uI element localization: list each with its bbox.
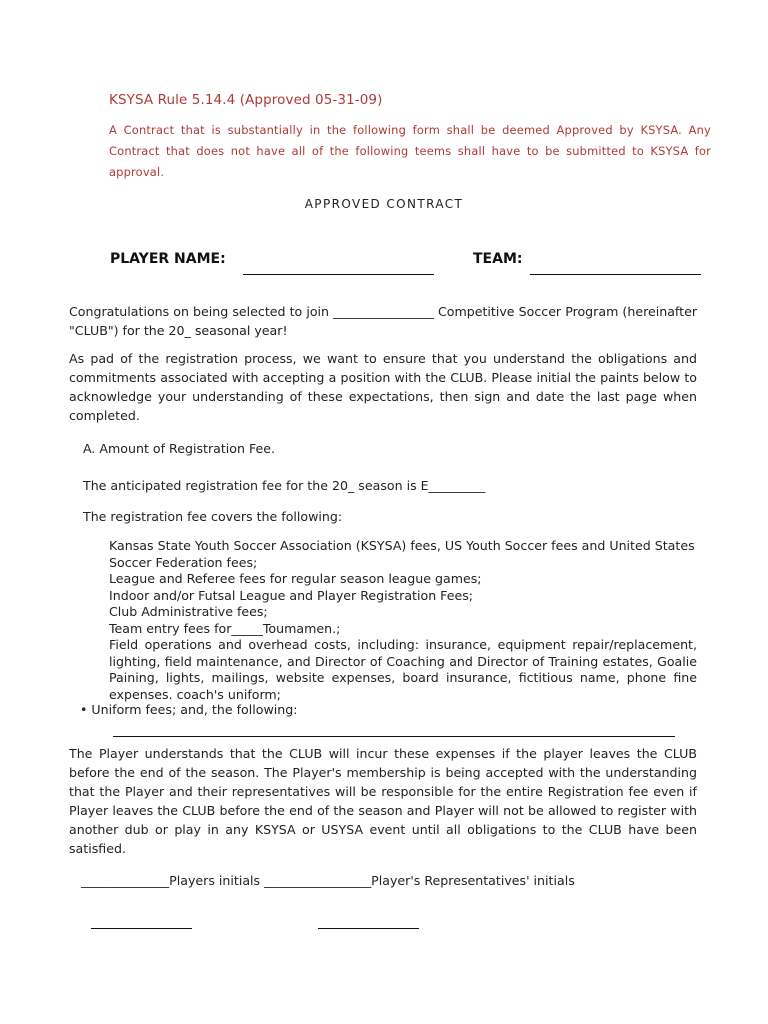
list-item: Kansas State Youth Soccer Association (KSYSA) fees, US Youth Soccer fees and United States Soccer Federation fees;: [109, 538, 695, 570]
rule-title: KSYSA Rule 5.14.4 (Approved 05-31-09): [109, 92, 383, 108]
player-name-field-line: [243, 274, 434, 275]
intro-paragraph: A Contract that is substantially in the following form shall be deemed Approved by KSYSA. Any Contract that does not have all of the following teems shall have to be submitted to KSYSA for approval.: [109, 123, 711, 179]
list-item: Club Administrative fees;: [109, 604, 268, 619]
player-name-label: PLAYER NAME:: [110, 251, 226, 267]
section-a-heading: A. Amount of Registration Fee.: [83, 441, 276, 456]
list-item: Indoor and/or Futsal League and Player Registration Fees;: [109, 587, 474, 603]
contract-title: APPROVED CONTRACT: [304, 197, 464, 211]
anticipated-fee-line: The anticipated registration fee for the 20_ season is E_________: [83, 478, 486, 493]
signature-line-left: [91, 928, 192, 929]
player-understands-paragraph: The Player understands that the CLUB will incur these expenses if the player leaves the CLUB before the end of the season. The Player's membership is being accepted with the understanding that the Player and their representatives will be responsible for the entire Registration fee even if Player leaves the CLUB before the end of the season and Player will not be allowed to register with another dub or play in any KSYSA or USYSA event until all obligations to the CLUB have been satisfied.: [69, 746, 697, 856]
following-fill-line: [113, 736, 675, 737]
team-field-line: [530, 274, 701, 275]
list-item: Team entry fees for_____Toumamen.;: [109, 620, 341, 636]
list-item: Field operations and overhead costs, including: insurance, equipment repair/replacement, lighting, field maintenance, and Director of Coaching and Director of Training estates, Goalie Paining, lights, mailings, website expenses, board insurance, fictitious name, phone fine expenses. coach's uniform;: [109, 637, 697, 702]
congratulations-paragraph: Congratulations on being selected to join ________________ Competitive Soccer Program (hereinafter "CLUB") for the 20_ seasonal year!: [69, 304, 697, 338]
list-item: League and Referee fees for regular season league games;: [109, 571, 482, 586]
uniform-fees-line: • Uniform fees; and, the following:: [80, 702, 298, 717]
team-label: TEAM:: [473, 251, 523, 267]
registration-process-paragraph: As pad of the registration process, we want to ensure that you understand the obligations and commitments associated with accepting a position with the CLUB. Please initial the paints below to acknowledge your understanding of these expectations, then sign and date the last page when completed.: [69, 351, 697, 423]
fee-items-list: [109, 538, 697, 703]
fee-covers-heading: The registration fee covers the following:: [83, 509, 343, 524]
initials-line: ______________Players initials _________________Player's Representatives' initials: [81, 873, 575, 888]
signature-line-right: [318, 928, 419, 929]
